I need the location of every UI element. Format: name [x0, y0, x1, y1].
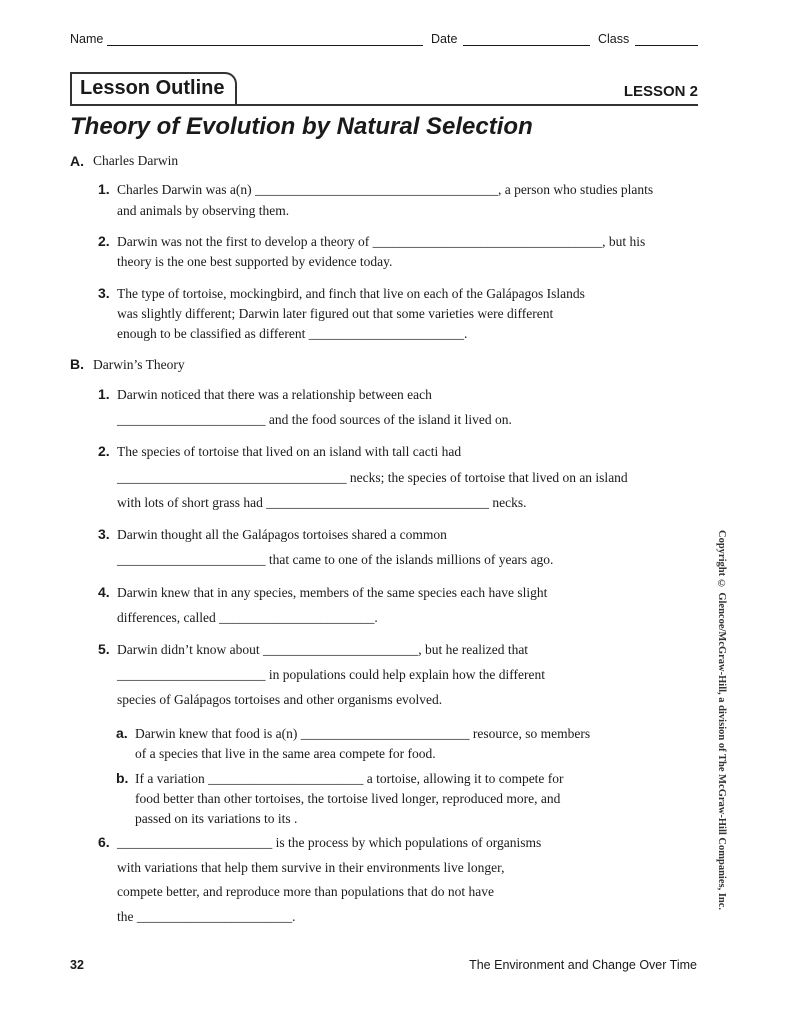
section-b-heading: Darwin’s Theory — [93, 357, 185, 372]
item-line: Darwin didn’t know about _______________________, but he realized that — [117, 642, 529, 657]
item-line: species of Galápagos tortoises and other organisms evolved. — [117, 692, 443, 707]
item-line: ______________________ that came to one of the islands millions of years ago. — [117, 552, 554, 567]
section-a-letter: A. — [70, 153, 84, 169]
tab-divider — [70, 104, 698, 106]
item-line: ______________________ in populations could help explain how the different — [117, 667, 545, 682]
item-line: _______________________ is the process by which populations of organisms — [117, 835, 542, 850]
item-letter: a. — [116, 725, 128, 741]
item-number: 5. — [98, 641, 110, 657]
item-line: theory is the one best supported by evidence today. — [117, 254, 393, 269]
item-line: and animals by observing them. — [117, 203, 290, 218]
class-label: Class — [598, 32, 630, 46]
section-b-letter: B. — [70, 356, 84, 372]
item-line: of a species that live in the same area compete for food. — [135, 746, 436, 761]
unit-title: The Environment and Change Over Time — [469, 958, 697, 972]
item-line: The type of tortoise, mockingbird, and finch that live on each of the Galápagos Islands — [117, 286, 585, 301]
item-number: 3. — [98, 285, 110, 301]
item-number: 3. — [98, 526, 110, 542]
page-number: 32 — [70, 958, 84, 972]
item-number: 2. — [98, 233, 110, 249]
item-line: If a variation _______________________ a tortoise, allowing it to compete for — [135, 771, 564, 786]
lesson-outline-tab — [70, 72, 237, 105]
date-label: Date — [431, 32, 458, 46]
item-letter: b. — [116, 770, 129, 786]
section-a-heading: Charles Darwin — [93, 153, 179, 168]
item-line: differences, called _______________________. — [117, 610, 378, 625]
item-number: 6. — [98, 834, 110, 850]
class-field[interactable] — [635, 45, 698, 46]
item-line: Darwin noticed that there was a relationship between each — [117, 387, 432, 402]
copyright-notice: Copyright © Glencoe/McGraw-Hill, a division of The McGraw-Hill Companies, Inc. — [716, 530, 727, 911]
item-line: enough to be classified as different _______________________. — [117, 326, 468, 341]
item-line: compete better, and reproduce more than populations that do not have — [117, 884, 494, 899]
item-line: with variations that help them survive in their environments live longer, — [117, 860, 505, 875]
item-number: 2. — [98, 443, 110, 459]
item-line: Charles Darwin was a(n) ____________________________________, a person who studies plants — [117, 182, 654, 197]
item-line: the _______________________. — [117, 909, 296, 924]
worksheet-header — [70, 32, 698, 52]
item-line: The species of tortoise that lived on an island with tall cacti had — [117, 444, 462, 459]
page-title: Theory of Evolution by Natural Selection — [70, 113, 533, 140]
name-field[interactable] — [107, 45, 423, 46]
item-number: 1. — [98, 386, 110, 402]
item-line: food better than other tortoises, the tortoise lived longer, reproduced more, and — [135, 791, 561, 806]
item-line: with lots of short grass had _________________________________ necks. — [117, 495, 527, 510]
item-number: 4. — [98, 584, 110, 600]
name-label: Name — [70, 32, 104, 46]
item-line: Darwin was not the first to develop a theory of __________________________________, but his — [117, 234, 646, 249]
item-line: Darwin thought all the Galápagos tortoises shared a common — [117, 527, 447, 542]
item-number: 1. — [98, 181, 110, 197]
item-line: ______________________ and the food sources of the island it lived on. — [117, 412, 512, 427]
item-line: Darwin knew that food is a(n) _________________________ resource, so members — [135, 726, 591, 741]
date-field[interactable] — [463, 45, 590, 46]
item-line: passed on its variations to its . — [135, 811, 298, 826]
lesson-outline-label: Lesson Outline — [80, 77, 225, 99]
item-line: was slightly different; Darwin later figured out that some varieties were different — [117, 306, 554, 321]
item-line: Darwin knew that in any species, members of the same species each have slight — [117, 585, 548, 600]
lesson-number: LESSON 2 — [623, 83, 698, 100]
item-line: __________________________________ necks; the species of tortoise that lived on an island — [117, 470, 628, 485]
